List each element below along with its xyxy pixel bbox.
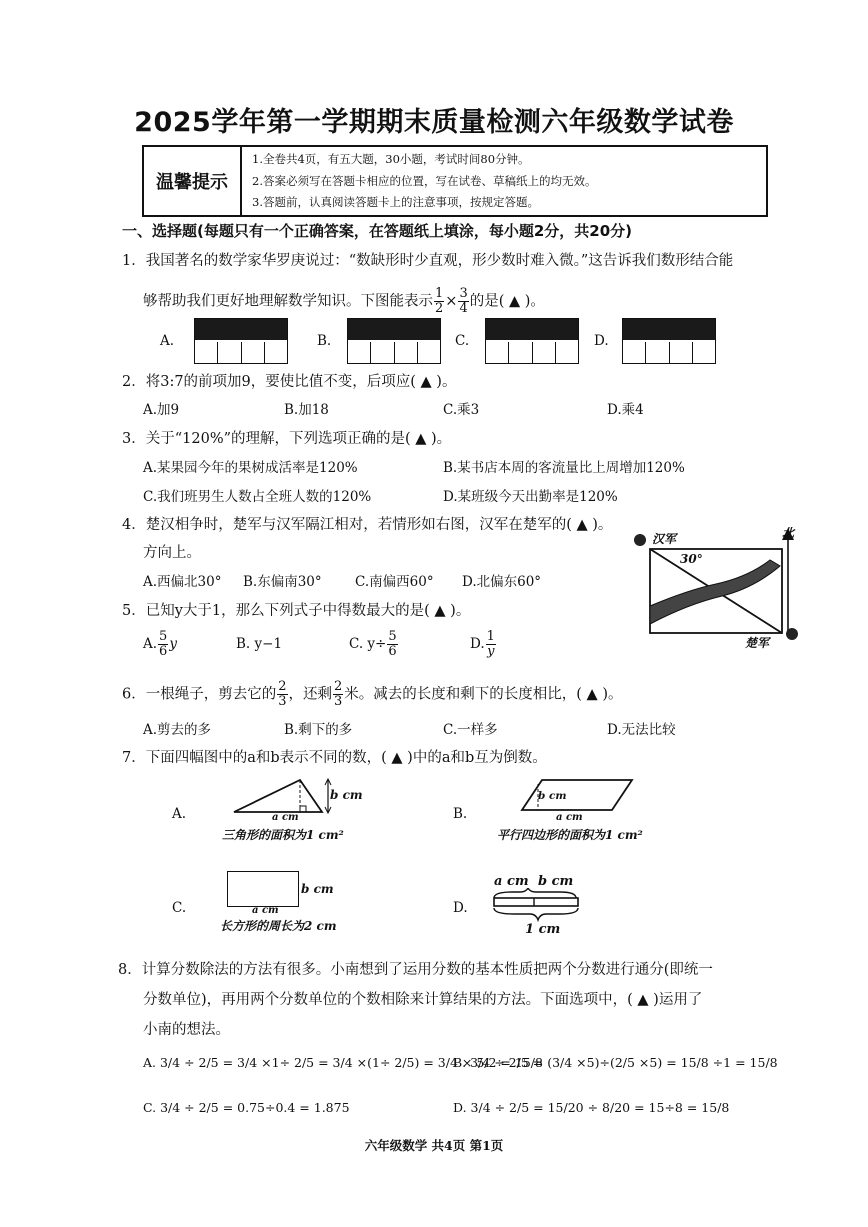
tips-line-1: 1.全卷共4页，有五大题，30小题，考试时间80分钟。 xyxy=(252,152,530,166)
q5-option-b: B. y−1 xyxy=(236,636,283,652)
tips-label: 温馨提示 xyxy=(144,147,242,215)
q7-label-a: A. xyxy=(172,806,187,822)
q3-option-b: B.某书店本周的客流量比上周增加120% xyxy=(443,460,685,476)
q4-north-label: 北 xyxy=(782,526,795,540)
q1-bar-b xyxy=(347,318,441,364)
q4-stem2: 方向上。 xyxy=(143,545,201,561)
q2-stem: 2．将3:7的前项加9，要使比值不变，后项应( ▲ )。 xyxy=(122,374,457,390)
q6-option-b: B.剩下的多 xyxy=(284,722,353,738)
q7-rectangle-figure xyxy=(227,871,299,907)
q8-line2: 分数单位)，再用两个分数单位的个数相除来计算结果的方法。下面选项中，( ▲ )运用了 xyxy=(143,992,703,1008)
q7-a-acm: a cm xyxy=(272,812,299,823)
q5-stem: 5．已知y大于1，那么下列式子中得数最大的是( ▲ )。 xyxy=(122,603,471,619)
q1-bar-a xyxy=(194,318,288,364)
q1-option-d: D. xyxy=(594,333,609,349)
q7-label-c: C. xyxy=(172,900,187,916)
q1-line1: 1．我国著名的数学家华罗庚说过：“数缺形时少直观，形少数时难入微。”这告诉我们数形结合能 xyxy=(122,253,734,269)
q8-option-d: D. 3/4 ÷ 2/5 = 15/20 ÷ 8/20 = 15÷8 = 15/8 xyxy=(453,1100,730,1115)
q8-line1: 8．计算分数除法的方法有很多。小南想到了运用分数的基本性质把两个分数进行通分(即统一 xyxy=(118,962,713,978)
q7-d-bcm: b cm xyxy=(538,874,574,889)
q2-option-b: B.加18 xyxy=(284,402,329,418)
q3-option-c: C.我们班男生人数占全班人数的120% xyxy=(143,489,372,505)
q7-c-bcm: b cm xyxy=(301,882,334,896)
q2-option-c: C.乘3 xyxy=(443,402,480,418)
tips-lines xyxy=(252,149,596,214)
q8-line3: 小南的想法。 xyxy=(143,1022,230,1038)
q4-chu-label: 楚军 xyxy=(745,636,770,650)
q6-option-d: D.无法比较 xyxy=(607,722,676,738)
q7-b-caption: 平行四边形的面积为1 cm² xyxy=(497,828,643,842)
q7-a-bcm: b cm xyxy=(330,788,363,802)
q5-option-c: C. y÷ $\frac{5}{6}$ xyxy=(349,629,397,659)
q7-label-d: D. xyxy=(453,900,468,916)
q3-option-a: A.某果园今年的果树成活率是120% xyxy=(143,460,358,476)
q7-segment-figure xyxy=(490,888,590,922)
q8-option-a: A. 3/4 ÷ 2/5 = 3/4 ×1÷ 2/5 = 3/4 ×(1÷ 2/5) = 3/4 × 5/2 = 15/8 xyxy=(143,1055,543,1070)
q1-option-b: B. xyxy=(317,333,332,349)
q7-c-acm: a cm xyxy=(252,905,279,916)
q6-option-a: A.剪去的多 xyxy=(143,722,212,738)
q4-han-label: 汉军 xyxy=(652,532,677,546)
q1-bar-d xyxy=(622,318,716,364)
q7-d-acm: a cm xyxy=(494,874,529,889)
q4-option-a: A.西偏北30° xyxy=(143,574,222,590)
q5-option-a: A. $\frac{5}{6}$ y xyxy=(143,629,177,659)
q5-option-d: D. $\frac{1}{y}$ xyxy=(470,629,495,659)
page-footer: 六年级数学 共4页 第1页 xyxy=(364,1138,504,1153)
q7-parallelogram-figure xyxy=(518,776,638,816)
q3-option-d: D.某班级今天出勤率是120% xyxy=(443,489,618,505)
q7-a-caption: 三角形的面积为1 cm² xyxy=(222,828,344,842)
q1-option-c: C. xyxy=(455,333,470,349)
q7-b-acm: a cm xyxy=(556,812,583,823)
q1-frac2: $\frac{3}{4}$ xyxy=(459,286,468,316)
q8-option-c: C. 3/4 ÷ 2/5 = 0.75÷0.4 = 1.875 xyxy=(143,1100,350,1115)
tips-line-3: 3.答题前，认真阅读答题卡上的注意事项，按规定答题。 xyxy=(252,195,539,209)
q4-angle-label: 30° xyxy=(680,552,703,566)
q1-bar-c xyxy=(485,318,579,364)
q4-option-b: B.东偏南30° xyxy=(243,574,322,590)
tips-box xyxy=(142,145,768,217)
q7-label-b: B. xyxy=(453,806,468,822)
q1-option-a: A. xyxy=(160,333,175,349)
q1-line2: 够帮助我们更好地理解数学知识。下图能表示 $\frac{1}{2}$ × $\frac{3}{4}$ 的是( ▲ )。 xyxy=(143,286,545,316)
q4-option-c: C.南偏西60° xyxy=(355,574,434,590)
q7-c-caption: 长方形的周长为2 cm xyxy=(220,919,337,933)
q8-option-b: B. 3/4 ÷ 2/5 = (3/4 ×5)÷(2/5 ×5) = 15/8 ÷1 = 15/8 xyxy=(453,1055,778,1070)
section-heading: 一、选择题(每题只有一个正确答案，在答题纸上填涂，每小题2分，共20分) xyxy=(122,222,633,240)
q7-b-bcm: b cm xyxy=(538,790,567,802)
q2-option-d: D.乘4 xyxy=(607,402,644,418)
tips-line-2: 2.答案必须写在答题卡相应的位置，写在试卷、草稿纸上的均无效。 xyxy=(252,173,597,188)
q4-option-d: D.北偏东60° xyxy=(462,574,542,590)
q6-option-c: C.一样多 xyxy=(443,722,498,738)
q7-stem: 7．下面四幅图中的a和b表示不同的数，( ▲ )中的a和b互为倒数。 xyxy=(122,750,547,766)
q4-stem: 4．楚汉相争时，楚军与汉军隔江相对，若情形如右图，汉军在楚军的( ▲ )。 xyxy=(122,517,613,533)
q7-d-1cm: 1 cm xyxy=(525,922,561,937)
q2-option-a: A.加9 xyxy=(143,402,180,418)
q3-stem: 3．关于“120%”的理解，下列选项正确的是( ▲ )。 xyxy=(122,431,452,447)
page-title: 2025学年第一学期期末质量检测六年级数学试卷 xyxy=(134,107,734,138)
q6-stem: 6．一根绳子，剪去它的 $\frac{2}{3}$ ，还剩 $\frac{2}{3}$ 米。减去的长度和剩下的长度相比，( ▲ )。 xyxy=(122,679,623,709)
q1-frac1: $\frac{1}{2}$ xyxy=(435,286,444,316)
